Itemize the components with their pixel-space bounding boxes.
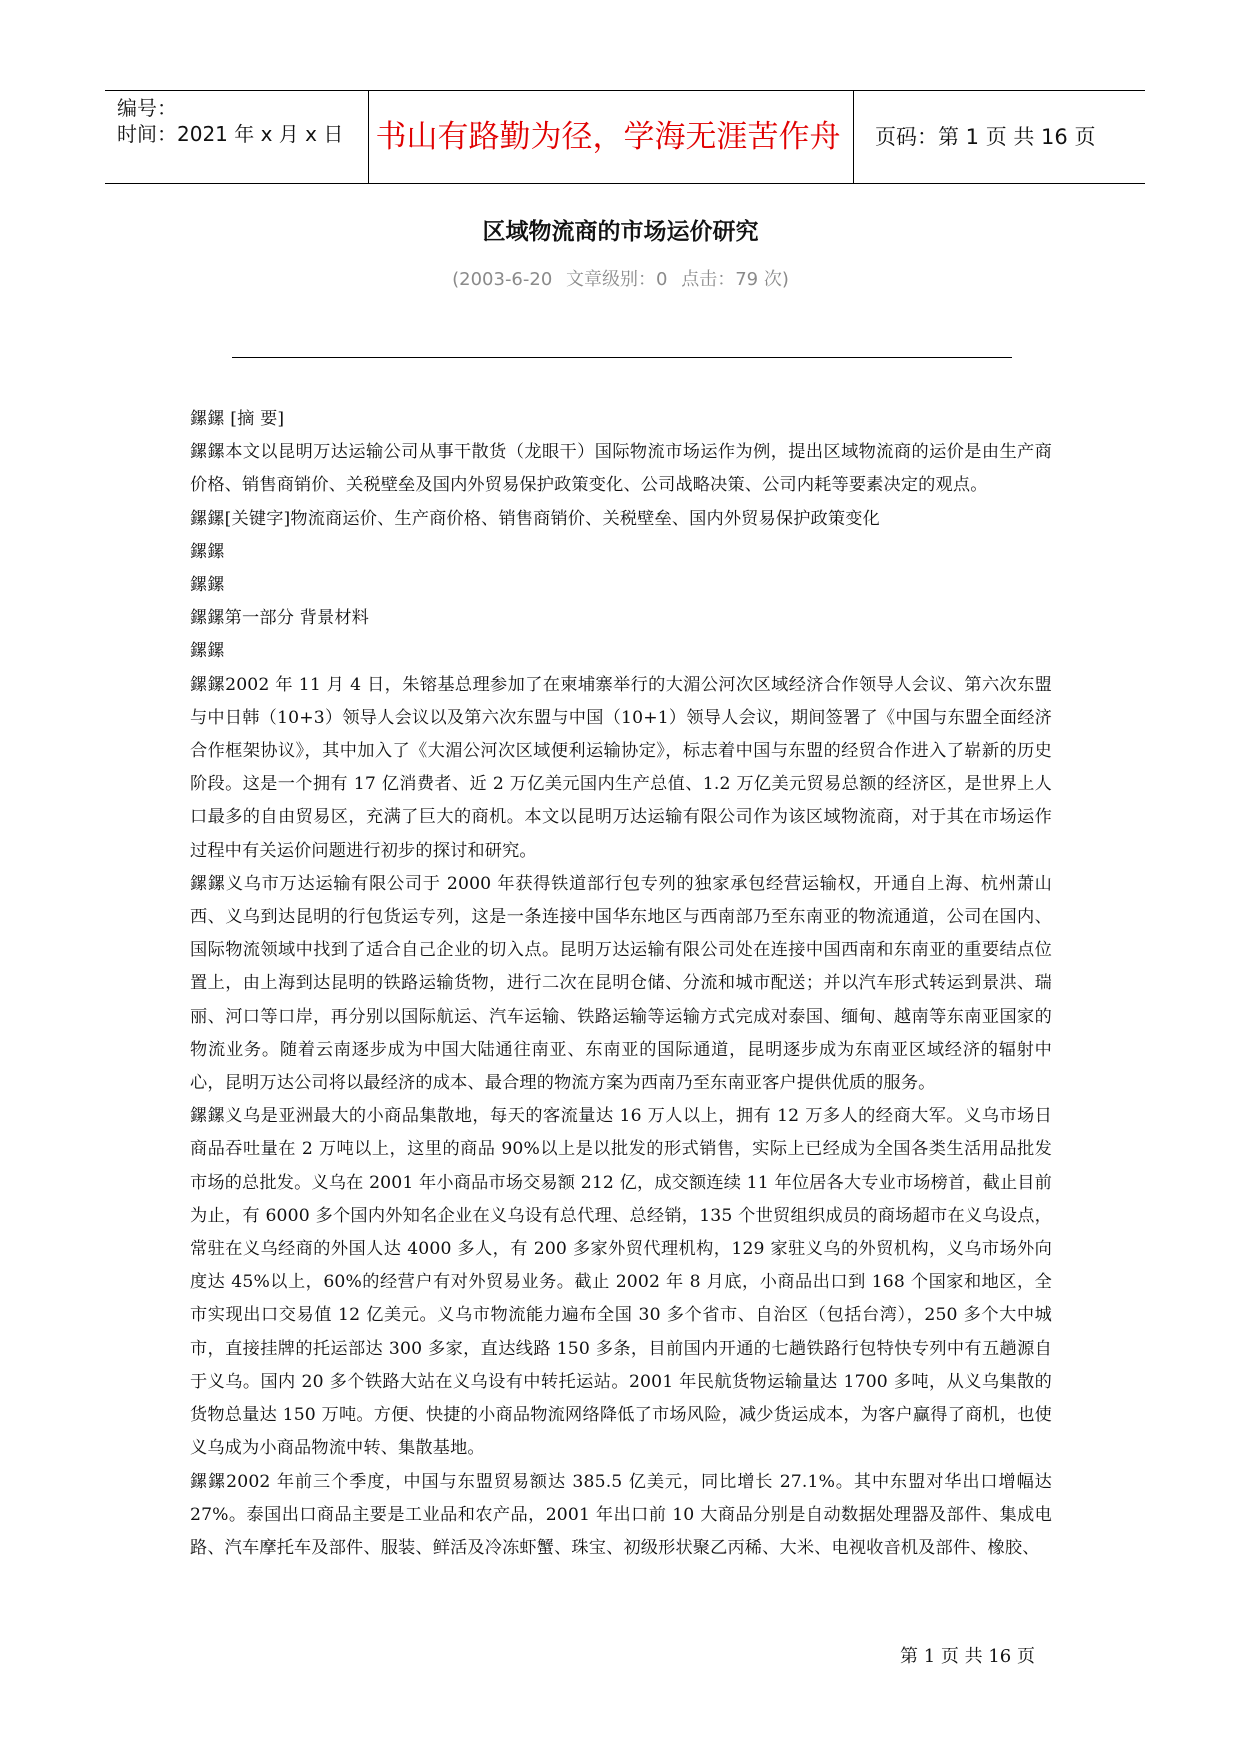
keywords: 鏍鏍[关键字]物流商运价、生产商价格、销售商销价、关税壁垒、国内外贸易保护政策变化 [190, 508, 880, 529]
blank-line: 鏍鏍 [190, 575, 225, 596]
blank-line: 鏍鏍 [190, 641, 225, 662]
body-paragraph: 鏍鏍义乌是亚洲最大的小商品集散地，每天的客流量达 16 万人以上，拥有 12 万多人的经商大军。义乌市场日商品吞吐量在 2 万吨以上，这里的商品 90%以上是以批发的形式销售，实际上已经成为全国各类生活用品批发市场的总批发。义乌在 2001 年小商品市场交易额 212 亿，成交额连续 11 年位居各大专业市场榜首，截止目前为止，有 6000 多个国内外知名企业在义乌设有总代理、总经销，135 个世贸组织成员的商场超市在义乌设点，常驻在义乌经商的外国人达 4000 多人，有 200 多家外贸代理机构，129 家驻义乌的外贸机构，义乌市场外向度达 45%以上，60%的经营户有对外贸易业务。截止 2002 年 8 月底，小商品出口到 168 个国家和地区，全市实现出口交易值 12 亿美元。义乌市物流能力遍布全国 30 多个省市、自治区（包括台湾），250 多个大中城市，直接挂牌的托运部达 300 多家，直达线路 150 多条，目前国内开通的七趟铁路行包特快专列中有五趟源自于义乌。国内 20 多个铁路大站在义乌设有中转托运站。2001 年民航货物运输量达 1700 多吨，从义乌集散的货物总量达 150 万吨。方便、快捷的小商品物流网络降低了市场风险，减少货运成本，为客户赢得了商机，也使义乌成为小商品物流中转、集散基地。 [190, 1106, 1052, 1459]
document-number-label: 编号： [117, 96, 177, 120]
article-clicks: 点击：79 次) [681, 269, 789, 290]
article-title: 区域物流商的市场运价研究 [482, 218, 759, 245]
header-page-info: 页码：第 1 页 共 16 页 [875, 125, 1096, 149]
header-divider-right [853, 91, 854, 183]
abstract-text: 鏍鏍本文以昆明万达运输公司从事干散货（龙眼干）国际物流市场运作为例，提出区域物流商的运价是由生产商价格、销售商销价、关税壁垒及国内外贸易保护政策变化、公司战略决策、公司内耗等要素决定的观点。 [190, 442, 1052, 496]
article-level: 文章级别：0 [566, 269, 668, 290]
title-divider [232, 357, 1012, 358]
body-paragraph: 鏍鏍2002 年前三个季度，中国与东盟贸易额达 385.5 亿美元，同比增长 27.1%。其中东盟对华出口增幅达 27%。泰国出口商品主要是工业品和农产品，2001 年出口前 10 大商品分别是自动数据处理器及部件、集成电路、汽车摩托车及部件、服装、鲜活及冷冻虾蟹、珠宝、初级形状聚乙丙稀、大米、电视收音机及部件、橡胶、 [190, 1471, 1052, 1558]
section-heading: 鏍鏍第一部分 背景材料 [190, 608, 369, 629]
header-motto: 书山有路勤为径，学海无涯苦作舟 [375, 119, 841, 155]
abstract-heading: 鏍鏍 [摘 要] [190, 409, 285, 429]
body-paragraph: 鏍鏍2002 年 11 月 4 日，朱镕基总理参加了在柬埔寨举行的大湄公河次区域经济合作领导人会议、第六次东盟与中日韩（10+3）领导人会议以及第六次东盟与中国（10+1）领导人会议，期间签署了《中国与东盟全面经济合作框架协议》，其中加入了《大湄公河次区域便利运输协定》，标志着中国与东盟的经贸合作进入了崭新的历史阶段。这是一个拥有 17 亿消费者、近 2 万亿美元国内生产总值、1.2 万亿美元贸易总额的经济区，是世界上人口最多的自由贸易区，充满了巨大的商机。本文以昆明万达运输有限公司作为该区域物流商，对于其在市场运作过程中有关运价问题进行初步的探讨和研究。 [190, 674, 1052, 861]
page-footer: 第 1 页 共 16 页 [900, 1646, 1035, 1667]
article-body [190, 403, 1052, 1565]
article-meta [0, 265, 1241, 291]
article-date: (2003-6-20 [452, 269, 553, 290]
header-left-cell [117, 91, 367, 187]
body-paragraph: 鏍鏍义乌市万达运输有限公司于 2000 年获得铁道部行包专列的独家承包经营运输权，开通自上海、杭州萧山西、义乌到达昆明的行包货运专列，这是一条连接中国华东地区与西南部乃至东南亚的物流通道，公司在国内、国际物流领域中找到了适合自己企业的切入点。昆明万达运输有限公司处在连接中国西南和东南亚的重要结点位置上，由上海到达昆明的铁路运输货物，进行二次在昆明仓储、分流和城市配送；并以汽车形式转运到景洪、瑞丽、河口等口岸，再分别以国际航运、汽车运输、铁路运输等运输方式完成对泰国、缅甸、越南等东南亚国家的物流业务。随着云南逐步成为中国大陆通往南亚、东南亚的国际通道，昆明逐步成为东南亚区域经济的辐射中心，昆明万达公司将以最经济的成本、最合理的物流方案为西南乃至东南亚客户提供优质的服务。 [190, 873, 1052, 1094]
document-time-label: 时间：2021 年 x 月 x 日 [117, 122, 344, 146]
blank-line: 鏍鏍 [190, 541, 225, 562]
page-header [105, 90, 1145, 184]
